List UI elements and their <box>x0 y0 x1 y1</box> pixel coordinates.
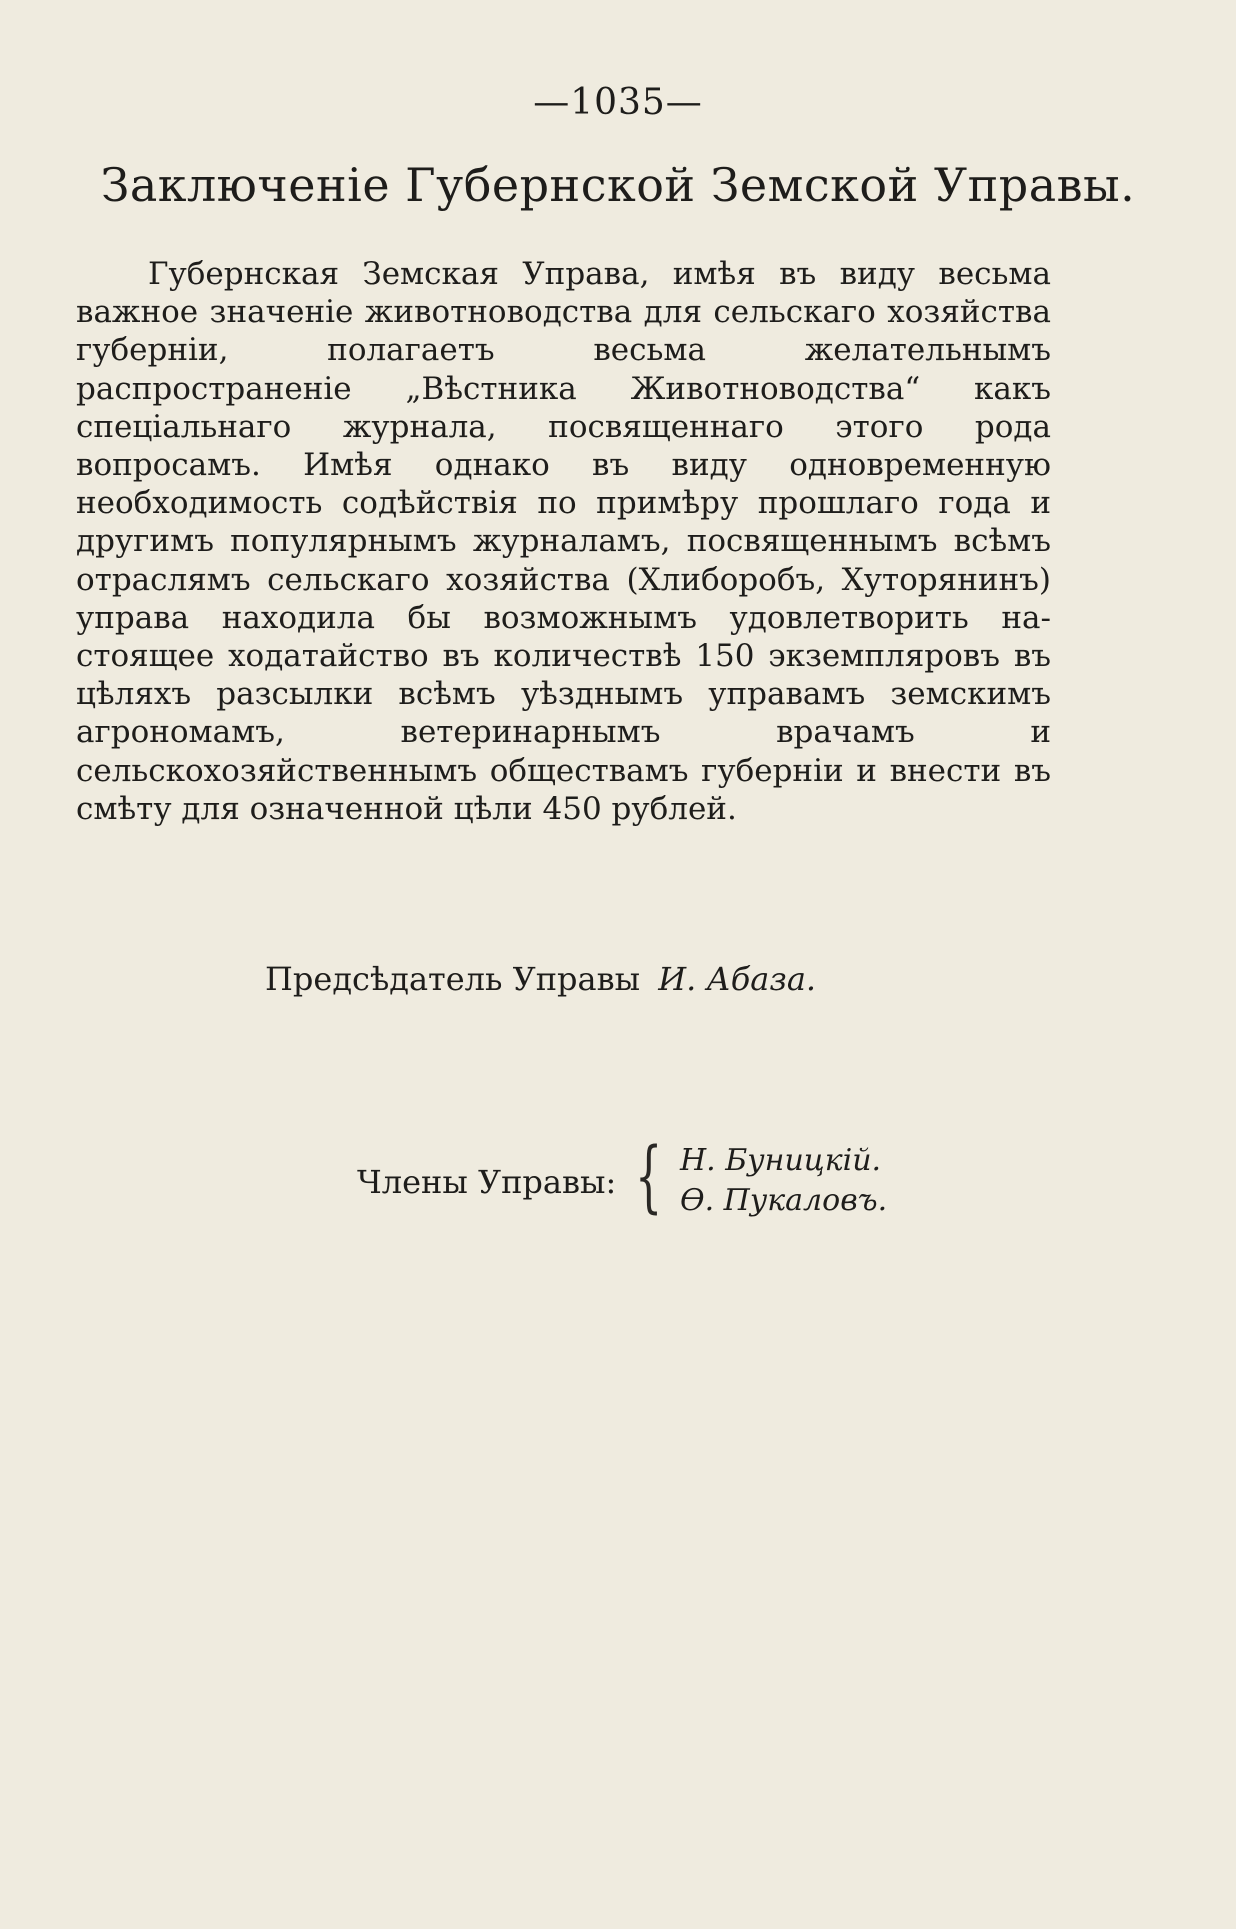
curly-brace-icon: { <box>635 1132 663 1222</box>
members-label: Члены Управы: <box>357 1163 617 1201</box>
bleed-through-text <box>70 1060 1070 1660</box>
chairman-label: Предсѣдатель Управы <box>265 960 641 998</box>
members-list <box>680 1141 887 1221</box>
member-name: Ѳ. Пукаловъ. <box>680 1183 888 1218</box>
chairman-signature: И. Абаза. <box>658 960 817 998</box>
member-name: Н. Буницкій. <box>680 1143 882 1178</box>
page-number: —1035— <box>533 82 703 123</box>
page-title: Заключеніе Губернской Земской Управы. <box>100 158 1136 212</box>
chairman-signature-line <box>265 960 816 998</box>
body-paragraph: Губернская Земская Управа, имѣя въ виду весьма важное значеніе животноводства для сельскаго хозяйства губерніи, полагаетъ весьма желательнымъ распространеніе „Вѣстника Животноводства“ какъ спеціальнаго журнала, посвященнаго этого рода вопросамъ. Имѣя однако въ виду одновременную необходимость содѣйствія по примѣру прошлаго года и другимъ популярнымъ журналамъ, посвященнымъ всѣмъ отраслямъ сельскаго хозяйства (Хлиборобъ, Хуторянинъ) управа находила бы возможнымъ удовлетворить настоящее ходатайство въ количествѣ 150 экземпляровъ въ цѣляхъ разсылки всѣмъ уѣзднымъ управамъ земскимъ агрономамъ, ветеринарнымъ врачамъ и сельскохозяйственнымъ обществамъ губерніи и внести въ смѣту для означенной цѣли 450 рублей. <box>76 256 1051 827</box>
